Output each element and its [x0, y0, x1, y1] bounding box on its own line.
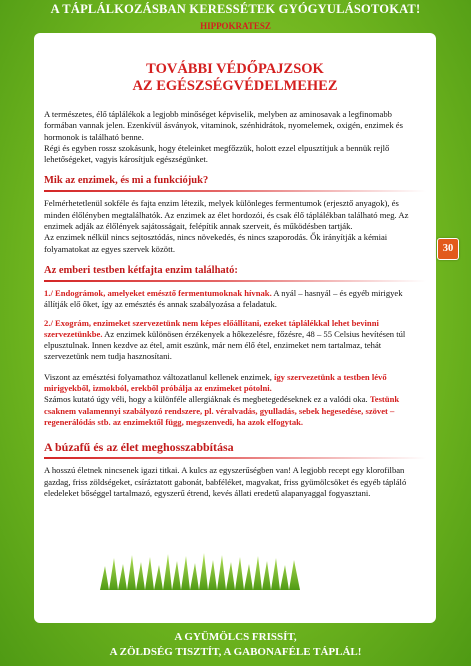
heading-underline — [44, 457, 426, 459]
enzymes-paragraph-1: Felmérhetetlenül sokféle és fajta enzim létezik, melyek különleges fermentumok (erjesztő anyagok), és minden élőlényben megtalálhatók. Az enzimek az élet hordozói, és csak élő táplálékban található meg. Az enzimek adják az élőlények sajátosságait, felépítik annak szerveit, és működésben tartják. — [44, 198, 409, 232]
page-title — [44, 61, 426, 95]
enzyme-type-1-text: A nyál – hasnyál – és egyéb mirigyek állítják elő őket, így az emésztés és annak szabályozása a feladatuk. — [44, 287, 403, 310]
bottom-banner-line-1: A GYÜMÖLCS FRISSÍT, — [174, 631, 297, 643]
page-title-line-1: TOVÁBBI VÉDŐPAJZSOK — [146, 61, 324, 77]
heading-underline — [44, 190, 426, 192]
intro-paragraph-1: A természetes, élő táplálékok a legjobb minőséget képviselik, melyben az aminosavak a legfinomabb formában vannak jelen. Ezenkívül ásványok, vitaminok, szénhidrátok, nyomelemek, oxigén, enzimek és hormonok is található benne. — [44, 109, 403, 142]
page-sheet — [34, 33, 436, 623]
page-content — [34, 61, 436, 499]
top-banner-quote: A TÁPLÁLKOZÁSBAN KERESSÉTEK GYÓGYULÁSOTOKAT! — [50, 2, 421, 16]
quote-author: HIPPOKRATESZ — [200, 21, 271, 31]
intro-paragraph-2: Régi és egyben rossz szokásunk, hogy ételeinket megfőzzük, holott ezzel elpusztítjuk a bennük rejlő lehetőségeket, vagyis károsítjuk egészségünket. — [44, 142, 390, 165]
page-number-badge: 30 — [437, 238, 459, 260]
bottom-banner-motto — [0, 630, 471, 660]
enzyme-type-2-title: 2./ Exográm, enzimeket szervezetünk nem képes előállítani, ezeket táplálékkal lehet bevinni szervezetünkbe. — [44, 317, 379, 339]
enzymes-paragraph-3: Viszont az emésztési folyamathoz változatlanul kellenek enzimek, így szervezetünk a testben lévő mirigyekből, izmokból, erekből próbálja az enzimeket pótolni. — [44, 371, 387, 394]
enzymes-paragraph-4: Számos kutató úgy véli, hogy a különféle allergiáknak és megbetegedéseknek ez a valódi oka. Testünk csaknem valamennyi szabályozó rendszere, pl. véralvadás, gyulladás, sebek hegesedése, szövet – regenerálódás stb. az enzimektől függ, megszenvedi, ha azok elfogytak. — [44, 394, 400, 427]
section-heading-enzymes: Mik az enzimek, és mi a funkciójuk? — [44, 175, 209, 187]
section-heading-enzyme-types: Az emberi testben kétfajta enzim található: — [44, 264, 238, 276]
section-heading-wheatgrass: A búzafű és az élet meghosszabbítása — [44, 440, 234, 455]
enzymes-paragraph-2: Az enzimek nélkül nincs sejtosztódás, nincs növekedés, és nincs szaporodás. Ők irányítják a kémiai folyamatokat az egyes szervek között. — [44, 232, 388, 254]
bottom-banner-line-2: A ZÖLDSÉG TISZTÍT, A GABONAFÉLE TÁPLÁL! — [109, 646, 362, 658]
enzyme-type-2 — [44, 318, 426, 363]
wheatgrass-paragraph: A hosszú életnek nincsenek igazi titkai. A kulcs az egyszerűségben van! A legjobb recept egy klorofilban gazdag, friss zöldségeket, csíráztatott gabonát, babféléket, magvakat, friss gyümölcsöket és egyéb tápláló eledeleket bőséggel tartalmazó, egyszerű étrend, kevés állati eredetű alapanyaggal fogyasztani. — [44, 465, 407, 498]
enzyme-type-1 — [44, 288, 426, 311]
heading-underline — [44, 280, 426, 282]
grass-image — [100, 552, 300, 590]
enzyme-type-2-text: Az enzimek különösen érzékenyek a hőkezelésre, főzésre, 48 – 55 Celsius hevítésen túl elpusztulnak. Innen kezdve az étel, amit eszünk, már nem élő étel, enzimeket nem tartalmaz, tehát szervezetünk nem tudja hasznosítani. — [44, 328, 406, 362]
enzyme-type-1-title: 1./ Endográmok, amelyeket emésztő fermentumoknak hívnak. — [44, 287, 272, 298]
page-title-line-2: AZ EGÉSZSÉGVÉDELMEHEZ — [132, 78, 338, 94]
